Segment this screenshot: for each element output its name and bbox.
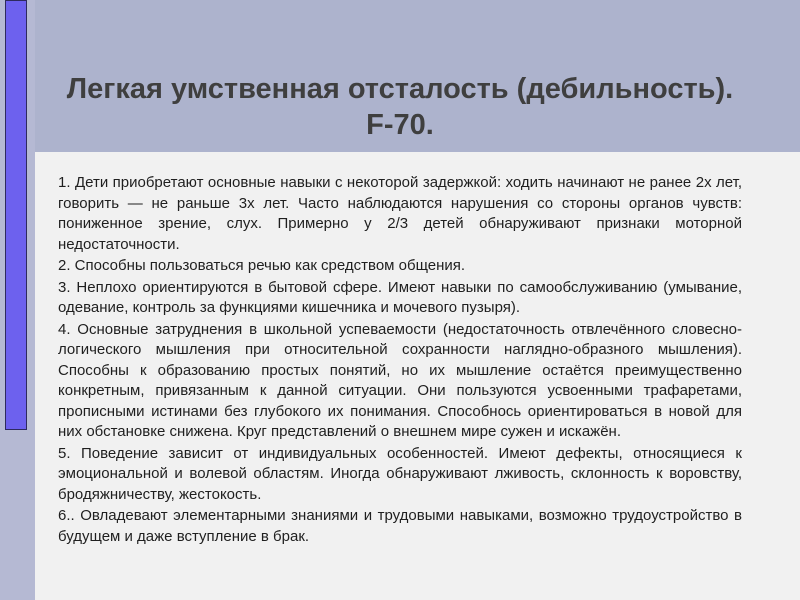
slide-title bbox=[35, 71, 765, 143]
list-item-6: 6.. Овладевают элементарными знаниями и трудовыми навыками, возможно трудоустройство в будущем и даже вступление в брак. bbox=[58, 507, 742, 545]
list-item-1: 1. Дети приобретают основные навыки с некоторой задержкой: ходить начинают не ранее 2х лет, говорить — не раньше 3х лет. Часто наблюдаются нарушения со стороны органов чувств: пониженное зрение, слух. Примерно у 2/3 детей обнаруживают признаки моторной недостаточности. bbox=[58, 174, 742, 253]
accent-bar bbox=[5, 0, 27, 430]
list-item-2: 2. Способны пользоваться речью как средством общения. bbox=[58, 257, 466, 274]
list-item-5: 5. Поведение зависит от индивидуальных особенностей. Имеют дефекты, относящиеся к эмоциональной и волевой областям. Иногда обнаруживают лживость, склонность к воровству, бродяжничеству, жестокость. bbox=[58, 444, 742, 503]
list-item-4: 4. Основные затруднения в школьной успеваемости (недостаточность отвлечённого словесно-логического мышления при относительной сохранности наглядно-образного мышления). Способны к образованию простых понятий, но их мышление остаётся преимущественно конкретным, привязанным к данной ситуации. Они пользуются усвоенными трафаретами, прописными истинами без глубокого их понимания. Способнось ориентироваться в новой для них обстановке снижена. Круг представлений о внешнем мире сужен и искажён. bbox=[58, 320, 742, 440]
list-item-3: 3. Неплохо ориентируются в бытовой сфере. Имеют навыки по самообслуживанию (умывание, одевание, контроль за функциями кишечника и мочевого пузыря). bbox=[58, 278, 742, 316]
slide-title-line-2: F-70. bbox=[366, 109, 434, 141]
slide-title-line-1: Легкая умственная отсталость (дебильность). bbox=[66, 73, 734, 105]
numbered-content-list bbox=[58, 173, 742, 547]
